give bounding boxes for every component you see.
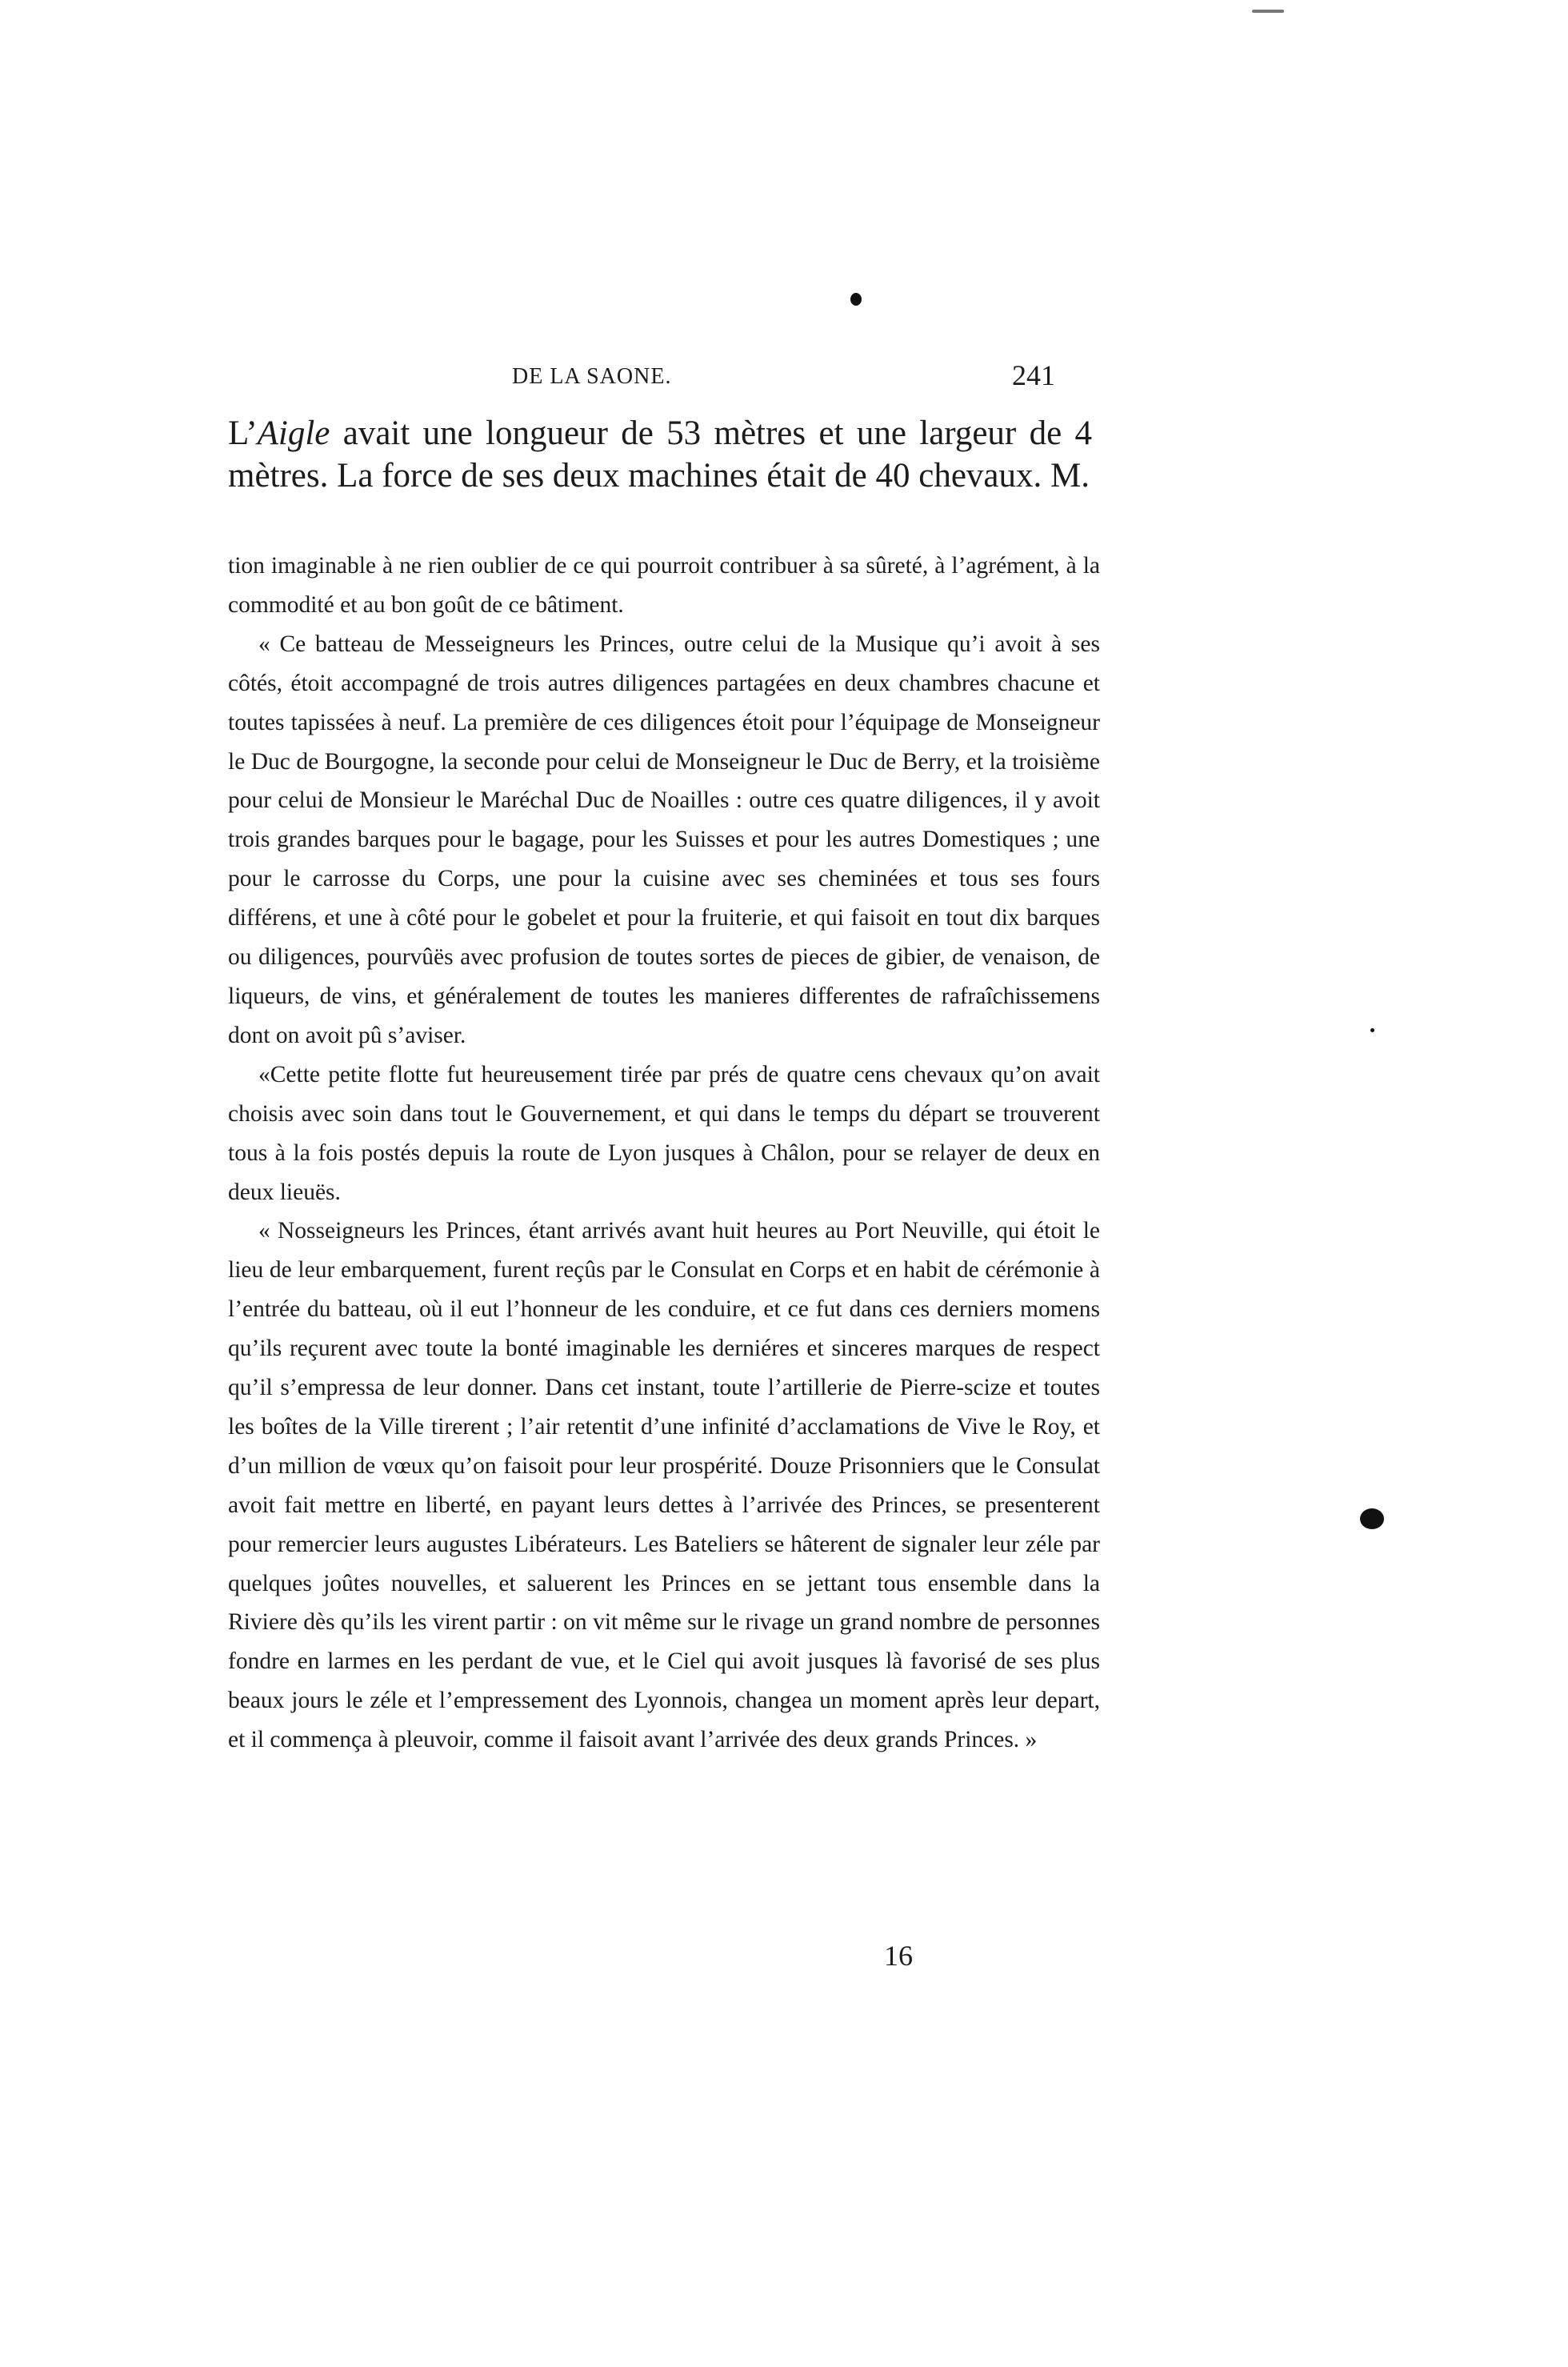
signature-mark: 16 (884, 1940, 913, 1972)
ink-blot (1360, 1508, 1384, 1529)
quote-paragraph: «Cette petite flotte fut heureusement tirée par prés de quatre cens chevaux qu’on avait choisis avec soin dans tout le Gouvernement, et qui dans le temps du départ se trouverent tous à la fois postés depuis la route de Lyon jusques à Châlon, pour se relayer de deux en deux lieuës. (228, 1061, 1100, 1205)
quote-paragraph: « Ce batteau de Messeigneurs les Princes, outre celui de la Musique qu’i avoit à ses côtés, étoit accompagné de trois autres diligences partagées en deux chambres chacune et toutes tapissées à neuf. La première de ces diligences étoit pour l’équipage de Monseigneur le Duc de Bourgogne, la seconde pour celui de Monseigneur le Duc de Berry, et la troisième pour celui de Monsieur le Maréchal Duc de Noailles : outre ces quatre diligences, il y avoit trois grandes barques pour le bagage, pour les Suisses et pour les autres Domestiques ; une pour le carrosse du Corps, une pour la cuisine avec ses cheminées et tous ses fours différens, et une à côté pour le gobelet et pour la fruiterie, et qui faisoit en tout dix barques ou diligences, pourvûës avec profusion de toutes sortes de pieces de gibier, de venaison, de liqueurs, de vins, et généralement de toutes les manieres differentes de rafraîchissemens dont on avoit pû s’aviser. (228, 631, 1100, 1048)
ink-speck (1252, 10, 1284, 13)
running-head-title: DE LA SAONE. (512, 364, 672, 389)
intro-paragraph (228, 412, 1092, 497)
vessel-name: Aigle (257, 415, 330, 452)
intro-prefix: L’ (228, 415, 258, 452)
quote-opening: tion imaginable à ne rien oublier de ce qui pourroit contribuer à sa sûreté, à l’agrément, à la commodité et au bon goût de ce bâtiment. (228, 553, 1100, 618)
ink-speck (1370, 1028, 1374, 1032)
intro-text: avait une longueur de 53 mètres et une largeur de 4 mètres. La force de ses deux machines était de 40 chevaux. M. (228, 415, 1092, 495)
page-number: 241 (1012, 359, 1055, 391)
quoted-passage (228, 547, 1100, 1760)
ink-speck (850, 293, 862, 306)
quote-paragraph: « Nosseigneurs les Princes, étant arrivés avant huit heures au Port Neuville, qui étoit le lieu de leur embarquement, furent reçûs par le Consulat en Corps et en habit de cérémonie à l’entrée du batteau, où il eut l’honneur de les conduire, et ce fut dans ces derniers momens qu’ils reçurent avec toute la bonté imaginable les derniéres et sinceres marques de respect qu’il s’empressa de leur donner. Dans cet instant, toute l’artillerie de Pierre-scize et toutes les boîtes de la Ville tirerent ; l’air retentit d’une infinité d’acclamations de Vive le Roy, et d’un million de vœux qu’on faisoit pour leur prospérité. Douze Prisonniers que le Consulat avoit fait mettre en liberté, en payant leurs dettes à l’arrivée des Princes, se presenterent pour remercier leurs augustes Libérateurs. Les Bateliers se hâterent de signaler leur zéle par quelques joûtes nouvelles, et saluerent les Princes en se jettant tous ensemble dans la Riviere dès qu’ils les virent partir : on vit même sur le rivage un grand nombre de personnes fondre en larmes en les perdant de vue, et le Ciel qui avoit jusques là favorisé de ses plus beaux jours le zéle et l’empressement des Lyonnois, changea un moment après leur depart, et il commença à pleuvoir, comme il faisoit avant l’arrivée des deux grands Princes. » (228, 1218, 1100, 1753)
